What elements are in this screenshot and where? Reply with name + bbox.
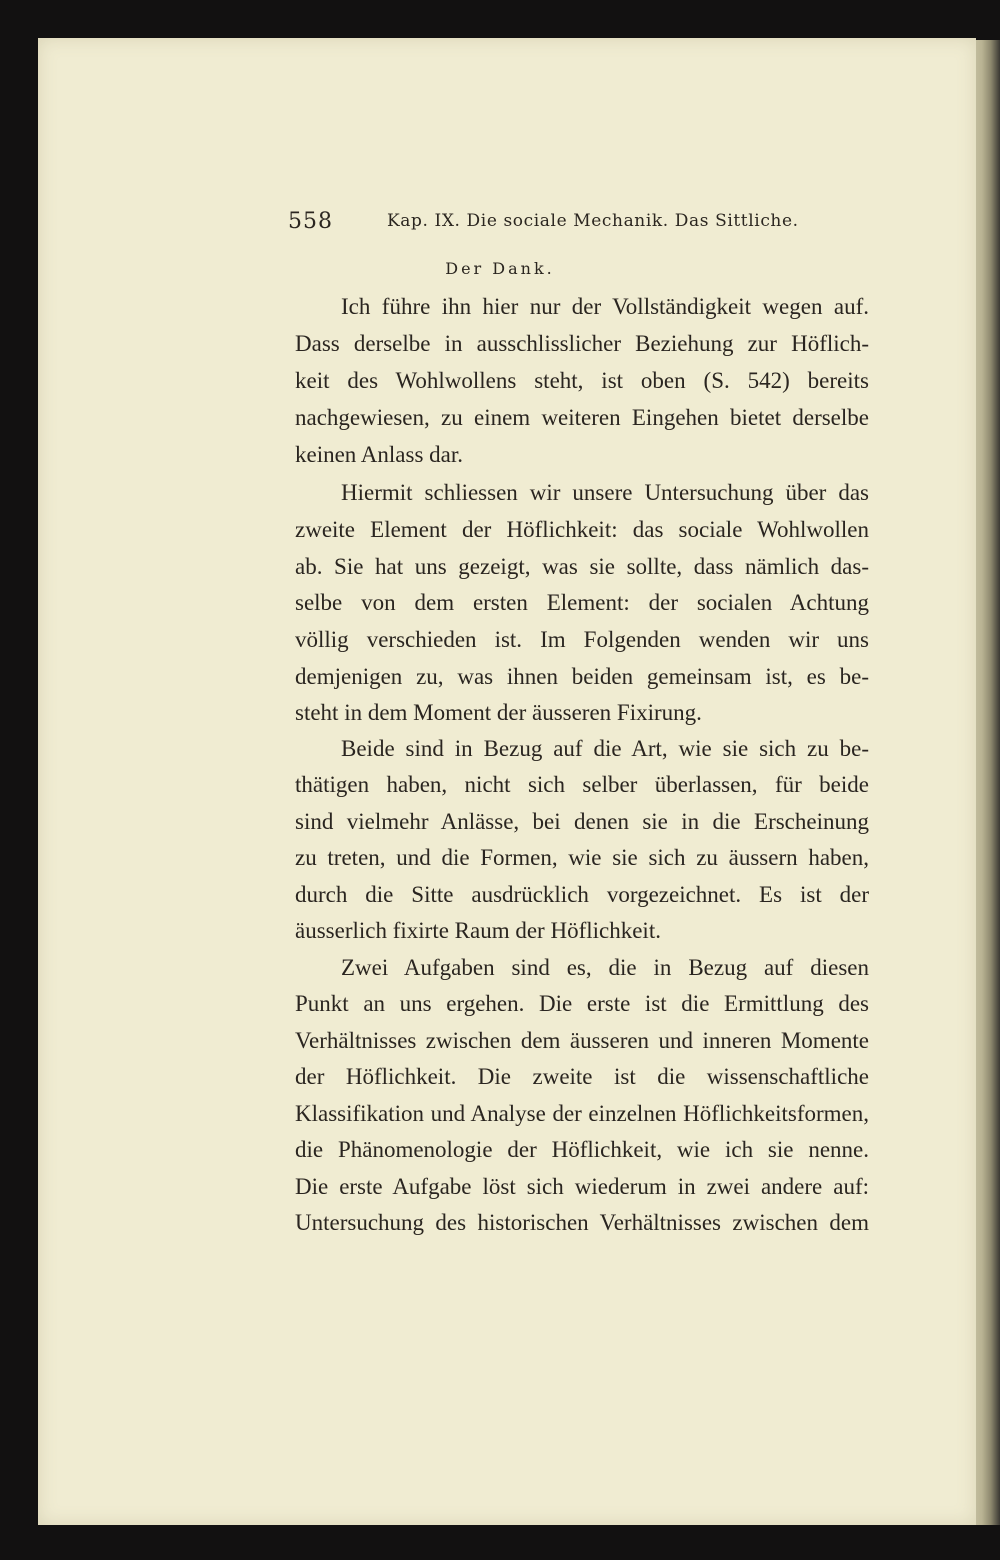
text-line: zweite Element der Höflichkeit: das sociale Wohlwollen <box>295 517 869 542</box>
text-line: Zwei Aufgaben sind es, die in Bezug auf diesen <box>341 955 869 980</box>
text-line: Beide sind in Bezug auf die Art, wie sie sich zu be- <box>341 736 869 761</box>
text-line: keit des Wohlwollens steht, ist oben (S. 542) bereits <box>295 368 869 393</box>
text-line: selbe von dem ersten Element: der socialen Achtung <box>295 590 869 615</box>
text-line: Punkt an uns ergehen. Die erste ist die Ermittlung des <box>295 991 869 1016</box>
text-line: die Phänomenologie der Höflichkeit, wie ich sie nenne. <box>295 1137 869 1162</box>
text-line: keinen Anlass dar. <box>295 442 463 467</box>
text-line: Untersuchung des historischen Verhältnisses zwischen dem <box>295 1210 869 1235</box>
text-line: ab. Sie hat uns gezeigt, was sie sollte, dass nämlich das- <box>295 554 869 579</box>
section-title: Der Dank. <box>445 259 555 278</box>
page-number: 558 <box>288 209 333 234</box>
text-line: sind vielmehr Anlässe, bei denen sie in die Erscheinung <box>295 809 869 834</box>
text-line: Dass derselbe in ausschlisslicher Beziehung zur Höflich- <box>295 331 869 356</box>
text-line: Klassifikation und Analyse der einzelnen Höflichkeitsformen, <box>295 1101 869 1126</box>
text-line: durch die Sitte ausdrücklich vorgezeichnet. Es ist der <box>295 882 869 907</box>
text-line: Die erste Aufgabe löst sich wiederum in zwei andere auf: <box>295 1174 869 1199</box>
text-line: Ich führe ihn hier nur der Vollständigkeit wegen auf. <box>341 294 869 319</box>
text-line: zu treten, und die Formen, wie sie sich zu äussern haben, <box>295 845 869 870</box>
running-head-title: Kap. IX. Die sociale Mechanik. Das Sittliche. <box>387 211 799 231</box>
text-line: völlig verschieden ist. Im Folgenden wenden wir uns <box>295 627 869 652</box>
text-line: nachgewiesen, zu einem weiteren Eingehen bietet derselbe <box>295 405 869 430</box>
text-line: der Höflichkeit. Die zweite ist die wissenschaftliche <box>295 1064 869 1089</box>
text-line: demjenigen zu, was ihnen beiden gemeinsam ist, es be- <box>295 664 869 689</box>
text-line: Verhältnisses zwischen dem äusseren und inneren Momente <box>295 1028 869 1053</box>
text-line: steht in dem Moment der äusseren Fixirung. <box>295 700 702 725</box>
text-line: thätigen haben, nicht sich selber überlassen, für beide <box>295 772 869 797</box>
text-line: Hiermit schliessen wir unsere Untersuchung über das <box>341 480 869 505</box>
text-line: äusserlich fixirte Raum der Höflichkeit. <box>295 918 661 943</box>
running-head <box>288 209 868 239</box>
